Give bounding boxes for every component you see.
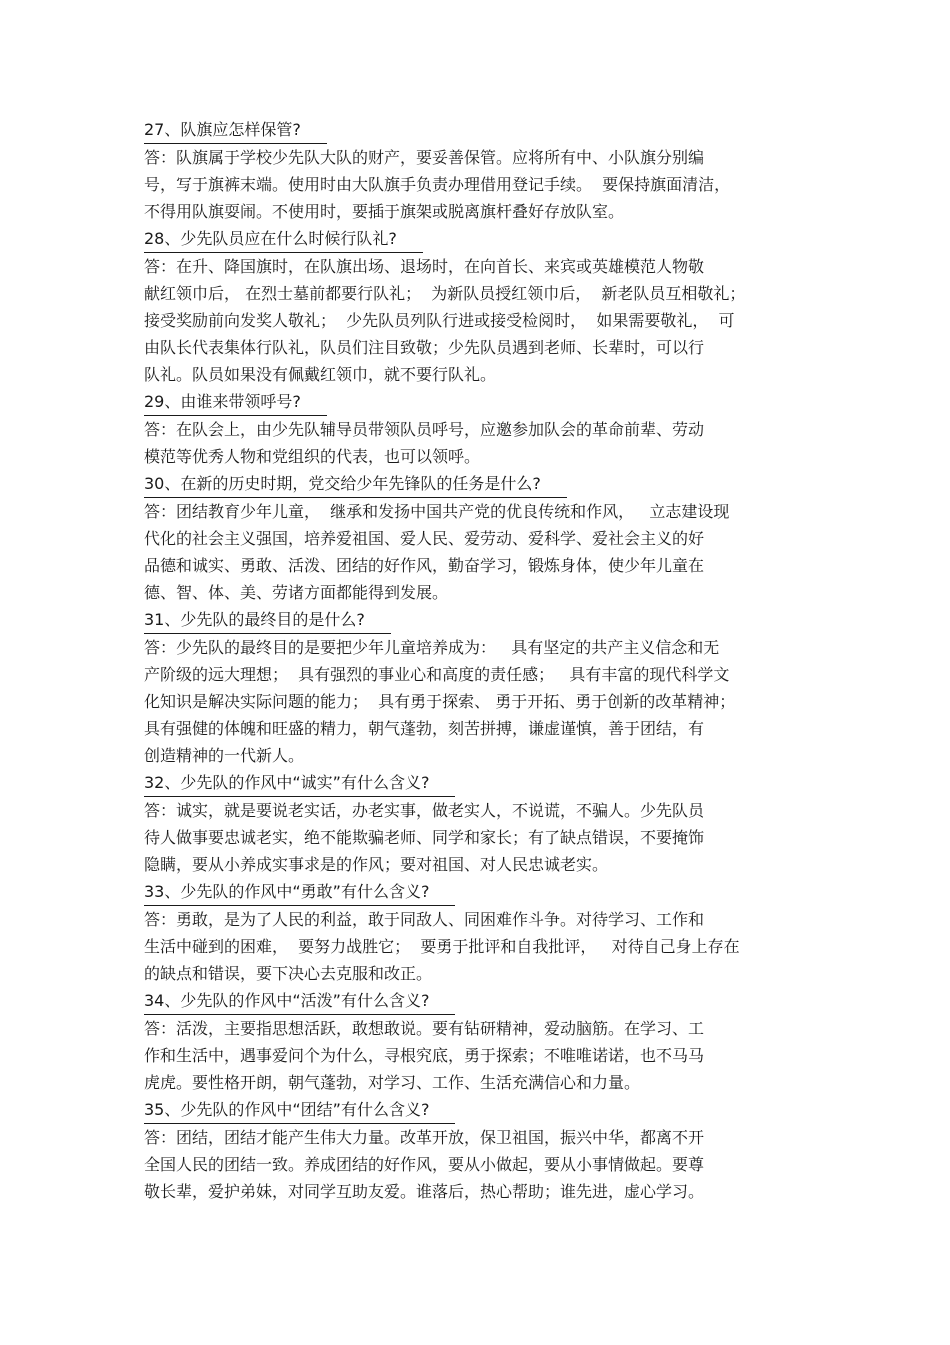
answer-line: 产阶级的远大理想； 具有强烈的事业心和高度的责任感； 具有丰富的现代科学文 (144, 665, 730, 684)
answer-line: 答：在升、降国旗时，在队旗出场、退场时，在向首长、来宾或英雄模范人物敬 (144, 257, 705, 276)
answer-line: 接受奖励前向发奖人敬礼； 少先队员列队行进或接受检阅时， 如果需要敬礼， 可 (144, 311, 735, 330)
qa-item-27 (144, 116, 810, 225)
qa-item-34 (144, 987, 810, 1096)
answer-line: 由队长代表集体行队礼，队员们注目致敬；少先队员遇到老师、长辈时，可以行 (144, 338, 705, 357)
answer-line: 生活中碰到的困难， 要努力战胜它； 要勇于批评和自我批评， 对待自己身上存在 (144, 937, 740, 956)
answer-line: 答：在队会上，由少先队辅导员带领队员呼号，应邀参加队会的革命前辈、劳动 (144, 420, 705, 439)
answer-text (144, 797, 810, 878)
answer-line: 全国人民的团结一致。养成团结的好作风，要从小做起，要从小事情做起。要尊 (144, 1155, 705, 1174)
answer-line: 答：团结教育少年儿童， 继承和发扬中国共产党的优良传统和作风， 立志建设现 (144, 502, 730, 521)
question-heading: 33、少先队的作风中“勇敢”有什么含义? (144, 878, 455, 906)
answer-line: 队礼。队员如果没有佩戴红领巾，就不要行队礼。 (144, 365, 497, 384)
answer-line: 答：少先队的最终目的是要把少年儿童培养成为： 具有坚定的共产主义信念和无 (144, 638, 720, 657)
answer-text (144, 906, 810, 987)
answer-line: 代化的社会主义强国，培养爱祖国、爱人民、爱劳动、爱科学、爱社会主义的好 (144, 529, 705, 548)
answer-line: 品德和诚实、勇敢、活泼、团结的好作风，勤奋学习，锻炼身体，使少年儿童在 (144, 556, 705, 575)
answer-line: 不得用队旗耍闹。不使用时，要插于旗架或脱离旗杆叠好存放队室。 (144, 202, 625, 221)
qa-item-31 (144, 606, 810, 769)
qa-item-28 (144, 225, 810, 388)
answer-line: 模范等优秀人物和党组织的代表，也可以领呼。 (144, 447, 481, 466)
answer-line: 答：勇敢，是为了人民的利益，敢于同敌人、同困难作斗争。对待学习、工作和 (144, 910, 705, 929)
answer-line: 答：活泼，主要指思想活跃，敢想敢说。要有钻研精神，爱动脑筋。在学习、工 (144, 1019, 705, 1038)
question-heading: 28、少先队员应在什么时候行队礼? (144, 225, 423, 253)
qa-item-30 (144, 470, 810, 606)
question-heading: 31、少先队的最终目的是什么? (144, 606, 391, 634)
answer-line: 答：队旗属于学校少先队大队的财产，要妥善保管。应将所有中、小队旗分别编 (144, 148, 705, 167)
question-heading: 27、队旗应怎样保管? (144, 116, 327, 144)
answer-line: 待人做事要忠诚老实，绝不能欺骗老师、同学和家长；有了缺点错误，不要掩饰 (144, 828, 705, 847)
question-heading: 30、在新的历史时期，党交给少年先锋队的任务是什么? (144, 470, 567, 498)
answer-text (144, 498, 810, 606)
question-heading: 34、少先队的作风中“活泼”有什么含义? (144, 987, 455, 1015)
question-heading: 29、由谁来带领呼号? (144, 388, 327, 416)
answer-line: 作和生活中，遇事爱问个为什么，寻根究底，勇于探索；不唯唯诺诺，也不马马 (144, 1046, 705, 1065)
answer-line: 化知识是解决实际问题的能力； 具有勇于探索、 勇于开拓、勇于创新的改革精神； (144, 692, 736, 711)
answer-line: 的缺点和错误，要下决心去克服和改正。 (144, 964, 433, 983)
qa-item-29 (144, 388, 810, 470)
qa-item-35 (144, 1096, 810, 1205)
answer-line: 隐瞒，要从小养成实事求是的作风；要对祖国、对人民忠诚老实。 (144, 855, 609, 874)
answer-line: 答：诚实，就是要说老实话，办老实事，做老实人，不说谎，不骗人。少先队员 (144, 801, 705, 820)
qa-item-33 (144, 878, 810, 987)
answer-text (144, 416, 810, 470)
answer-text (144, 634, 810, 769)
answer-line: 创造精神的一代新人。 (144, 746, 305, 765)
answer-line: 具有强健的体魄和旺盛的精力，朝气蓬勃，刻苦拼搏，谦虚谨慎，善于团结，有 (144, 719, 705, 738)
qa-item-32 (144, 769, 810, 878)
answer-line: 献红领巾后， 在烈士墓前都要行队礼； 为新队员授红领巾后， 新老队员互相敬礼； (144, 284, 746, 303)
answer-line: 虎虎。要性格开朗，朝气蓬勃，对学习、工作、生活充满信心和力量。 (144, 1073, 641, 1092)
answer-text (144, 1124, 810, 1205)
answer-line: 号，写于旗裤末端。使用时由大队旗手负责办理借用登记手续。 要保持旗面清洁， (144, 175, 731, 194)
answer-line: 答：团结，团结才能产生伟大力量。改革开放，保卫祖国，振兴中华，都离不开 (144, 1128, 705, 1147)
answer-line: 敬长辈，爱护弟妹，对同学互助友爱。谁落后，热心帮助；谁先进，虚心学习。 (144, 1182, 705, 1201)
document-page (144, 116, 810, 1205)
question-heading: 32、少先队的作风中“诚实”有什么含义? (144, 769, 455, 797)
answer-line: 德、智、体、美、劳诸方面都能得到发展。 (144, 583, 449, 602)
answer-text (144, 144, 810, 225)
answer-text (144, 253, 810, 388)
question-heading: 35、少先队的作风中“团结”有什么含义? (144, 1096, 455, 1124)
answer-text (144, 1015, 810, 1096)
